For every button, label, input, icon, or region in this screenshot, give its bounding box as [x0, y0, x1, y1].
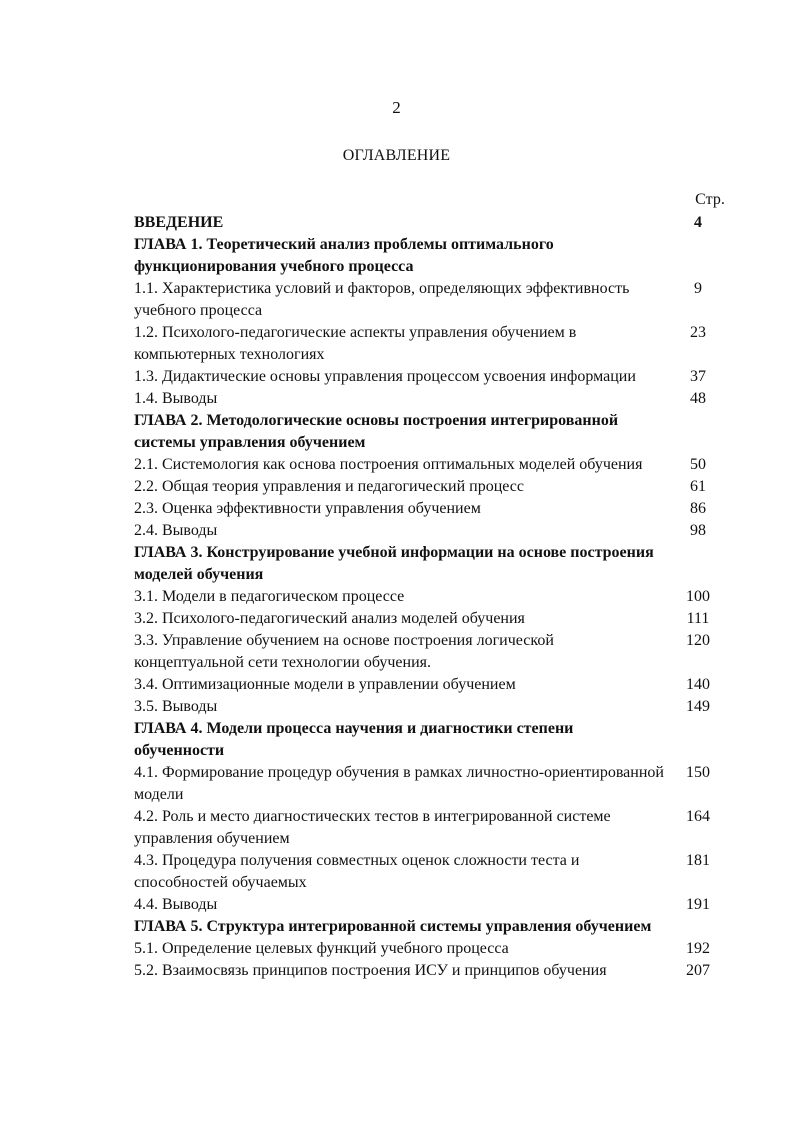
toc-entry-page: 100: [686, 588, 710, 605]
toc-entry-text: 2.3. Оценка эффективности управления обучением: [134, 500, 481, 517]
toc-entry-4-1: [134, 762, 734, 806]
toc-entry-page: 164: [686, 808, 710, 825]
toc-entry-page: 192: [686, 940, 710, 957]
toc-entry-chapter-3: [134, 542, 734, 586]
toc-entry-2-2: [134, 476, 734, 498]
toc-entry-page: 149: [686, 698, 710, 715]
toc-title: ОГЛАВЛЕНИЕ: [342, 147, 451, 164]
toc-entry-4-2: [134, 806, 734, 850]
toc-entry-page: 140: [686, 676, 710, 693]
toc-entry-text: 4.2. Роль и место диагностических тестов в интегрированной системе управления обучением: [134, 808, 611, 847]
toc-entry-text: 3.1. Модели в педагогическом процессе: [134, 588, 405, 605]
toc-entry-page: 9: [694, 280, 702, 297]
toc-entry-3-1: [134, 586, 734, 608]
toc-entry-introduction: [134, 212, 734, 234]
toc-entry-text: 1.1. Характеристика условий и факторов, определяющих эффективность учебного процесса: [134, 280, 630, 319]
toc-entry-2-4: [134, 520, 734, 542]
toc-entry-2-3: [134, 498, 734, 520]
toc-entry-chapter-5: [134, 916, 734, 938]
toc-entry-1-2: [134, 322, 734, 366]
toc-entry-text: ГЛАВА 5. Структура интегрированной системы управления обучением: [134, 918, 652, 935]
toc-entry-text: 3.2. Психолого-педагогический анализ моделей обучения: [134, 610, 525, 627]
toc-entry-text: 3.5. Выводы: [134, 698, 218, 715]
toc-entry-1-1: [134, 278, 734, 322]
toc-entry-page: 48: [690, 390, 706, 407]
toc-entry-1-3: [134, 366, 734, 388]
page-number: 2: [392, 98, 401, 117]
toc-entry-page: 86: [690, 500, 706, 517]
toc-entry-chapter-1: [134, 234, 734, 278]
toc-entry-text: 2.2. Общая теория управления и педагогический процесс: [134, 478, 524, 495]
toc-entry-page: 120: [686, 632, 710, 649]
toc-entry-5-2: [134, 960, 734, 982]
toc-entry-text: 4.3. Процедура получения совместных оценок сложности теста и способностей обучаемых: [134, 852, 580, 891]
toc-entry-text: 2.4. Выводы: [134, 522, 218, 539]
toc-entry-text: ГЛАВА 4. Модели процесса научения и диагностики степени обученности: [134, 720, 574, 759]
toc-entry-text: 1.2. Психолого-педагогические аспекты управления обучением в компьютерных технологиях: [134, 324, 577, 363]
toc-entry-chapter-2: [134, 410, 734, 454]
toc-entry-page: 50: [690, 456, 706, 473]
toc-entry-text: ГЛАВА 2. Методологические основы построения интегрированной системы управления обучением: [134, 412, 619, 451]
toc-entry-page: 181: [686, 852, 710, 869]
toc-entry-page: 150: [686, 764, 710, 781]
pages-column-label: Стр.: [695, 191, 725, 208]
toc-entry-3-4: [134, 674, 734, 696]
toc-entry-page: 4: [694, 214, 702, 231]
toc-entry-text: ГЛАВА 3. Конструирование учебной информации на основе построения моделей обучения: [134, 544, 654, 583]
toc-entry-page: 61: [690, 478, 706, 495]
toc-entry-2-1: [134, 454, 734, 476]
toc-entry-3-5: [134, 696, 734, 718]
toc-entry-page: 111: [686, 610, 710, 627]
toc-entry-text: 3.3. Управление обучением на основе построения логической концептуальной сети технологии обучения.: [134, 632, 554, 671]
toc-entry-page: 23: [690, 324, 706, 341]
toc-entry-1-4: [134, 388, 734, 410]
table-of-contents: [134, 212, 734, 982]
toc-entry-page: 37: [690, 368, 706, 385]
toc-entry-chapter-4: [134, 718, 734, 762]
toc-entry-3-3: [134, 630, 734, 674]
toc-entry-text: ВВЕДЕНИЕ: [134, 214, 224, 231]
toc-entry-page: 191: [686, 896, 710, 913]
toc-entry-page: 98: [690, 522, 706, 539]
toc-entry-5-1: [134, 938, 734, 960]
toc-entry-text: ГЛАВА 1. Теоретический анализ проблемы оптимального функционирования учебного процесса: [134, 236, 554, 275]
toc-entry-text: 5.2. Взаимосвязь принципов построения ИСУ и принципов обучения: [134, 962, 607, 979]
toc-entry-3-2: [134, 608, 734, 630]
toc-entry-page: 207: [686, 962, 710, 979]
toc-entry-text: 1.3. Дидактические основы управления процессом усвоения информации: [134, 368, 636, 385]
toc-entry-text: 4.1. Формирование процедур обучения в рамках личностно-ориентированной модели: [134, 764, 664, 803]
toc-entry-text: 4.4. Выводы: [134, 896, 218, 913]
toc-entry-text: 2.1. Системология как основа построения оптимальных моделей обучения: [134, 456, 643, 473]
toc-entry-text: 3.4. Оптимизационные модели в управлении обучением: [134, 676, 516, 693]
toc-entry-4-3: [134, 850, 734, 894]
toc-entry-4-4: [134, 894, 734, 916]
toc-entry-text: 1.4. Выводы: [134, 390, 218, 407]
toc-entry-text: 5.1. Определение целевых функций учебного процесса: [134, 940, 509, 957]
